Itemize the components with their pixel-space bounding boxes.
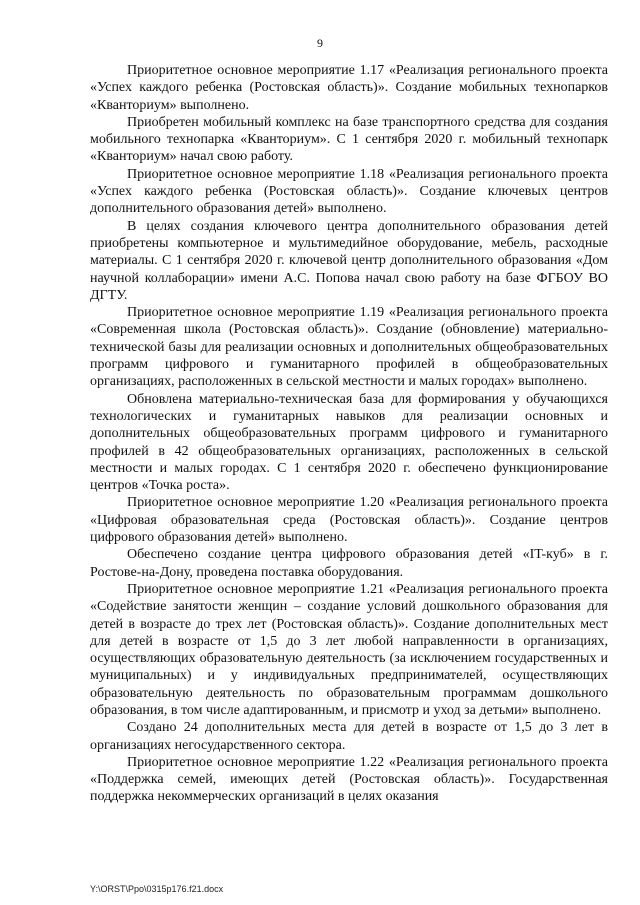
document-body: [90, 62, 608, 806]
paragraph-key-center: В целях создания ключевого центра дополнительного образования детей приобретены компьютерное и мультимедийное оборудование, мебель, расходные материалы. С 1 сентября 2020 г. ключевой центр дополнительного образования «Дом научной коллаборации» имени А.С. Попова начал свою работу на базе ФГБОУ ВО ДГТУ.: [90, 218, 608, 303]
paragraph-measure-1-19: Приоритетное основное мероприятие 1.19 «Реализация регионального проекта «Современная школа (Ростовская область)». Создание (обновление) материально-технической базы для реализации основных и дополнительных общеобразовательных программ цифрового и гуманитарного профилей в общеобразовательных организациях, расположенных в сельской местности и малых городах» выполнено.: [90, 305, 608, 390]
paragraph-measure-1-22: Приоритетное основное мероприятие 1.22 «Реализация регионального проекта «Поддержка семей, имеющих детей (Ростовская область)». Государственная поддержка некоммерческих организаций в целях оказания: [90, 754, 608, 805]
paragraph-additional-places: Создано 24 дополнительных места для детей в возрасте от 1,5 до 3 лет в организациях негосударственного сектора.: [90, 720, 608, 753]
paragraph-measure-1-18: Приоритетное основное мероприятие 1.18 «Реализация регионального проекта «Успех каждого ребенка (Ростовская область)». Создание ключевых центров дополнительного образования детей» выполнено.: [90, 166, 608, 217]
file-path-footer: Y:\ORST\Ppo\0315p176.f21.docx: [90, 884, 224, 894]
paragraph-measure-1-20: Приоритетное основное мероприятие 1.20 «Реализация регионального проекта «Цифровая образовательная среда (Ростовская область)». Создание центров цифрового образования детей» выполнено.: [90, 495, 608, 546]
page-number: 9: [317, 36, 323, 50]
paragraph-material-base: Обновлена материально-техническая база для формирования у обучающихся технологических и гуманитарных навыков для реализации основных и дополнительных общеобразовательных программ цифрового и гуманитарного профилей в 42 общеобразовательных организациях, расположенных в сельской местности и малых городах. С 1 сентября 2020 г. обеспечено функционирование центров «Точка роста».: [90, 391, 608, 494]
paragraph-mobile-technopark: Приобретен мобильный комплекс на базе транспортного средства для создания мобильного технопарка «Кванториум». С 1 сентября 2020 г. мобильный технопарк «Кванториум» начал свою работу.: [90, 114, 608, 165]
paragraph-it-cube: Обеспечено создание центра цифрового образования детей «IT-куб» в г. Ростове-на-Дону, проведена поставка оборудования.: [90, 547, 608, 580]
paragraph-measure-1-21: Приоритетное основное мероприятие 1.21 «Реализация регионального проекта «Содействие занятости женщин – создание условий дошкольного образования для детей в возрасте до трех лет (Ростовская область)». Создание дополнительных мест для детей в возрасте от 1,5 до 3 лет любой направленности в организациях, осуществляющих образовательную деятельность (за исключением государственных и муниципальных) и у индивидуальных предпринимателей, осуществляющих образовательную деятельность по образовательным программам дошкольного образования, в том числе адаптированным, и присмотр и уход за детьми» выполнено.: [90, 581, 608, 718]
paragraph-measure-1-17: Приоритетное основное мероприятие 1.17 «Реализация регионального проекта «Успех каждого ребенка (Ростовская область)». Создание мобильных технопарков «Кванториум» выполнено.: [90, 63, 608, 113]
